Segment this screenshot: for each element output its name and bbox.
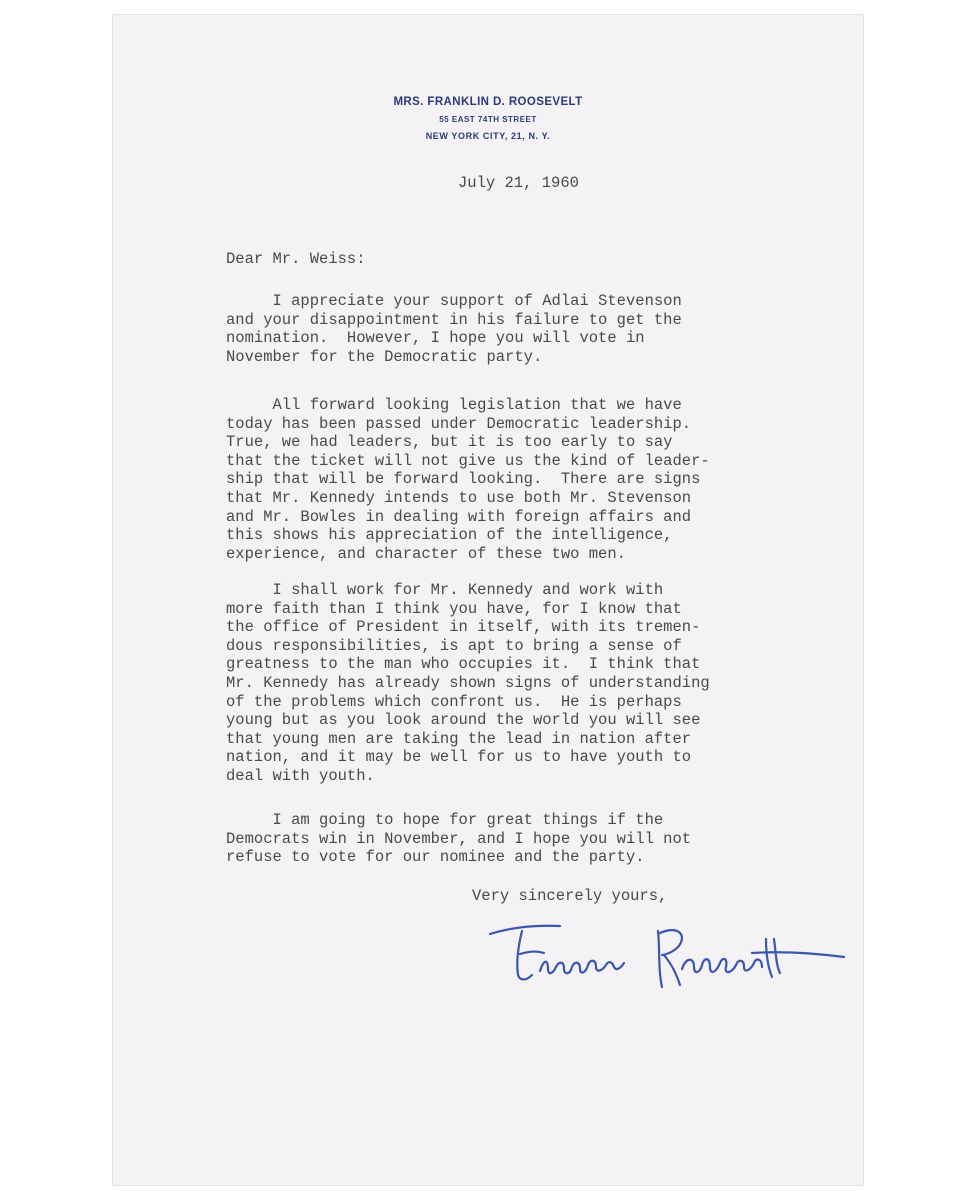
salutation: Dear Mr. Weiss:: [226, 250, 366, 268]
signature: [482, 909, 852, 999]
letterhead-street: 55 EAST 74TH STREET: [439, 115, 537, 124]
letter-date: July 21, 1960: [458, 174, 579, 192]
paragraph-2: All forward looking legislation that we have today has been passed under Democratic leadership. True, we had leaders, but it is too early to say that the ticket will not give us the kind of leader- ship that will be forward looking. There are signs that Mr. Kennedy intends to use both Mr. Stevenson and Mr. Bowles in dealing with foreign affairs and this shows his appreciation of the intelligence, experience, and character of these two men.: [226, 396, 710, 563]
letter-page: [112, 14, 864, 1186]
closing: Very sincerely yours,: [472, 887, 668, 905]
paragraph-1: I appreciate your support of Adlai Stevenson and your disappointment in his failure to get the nomination. However, I hope you will vote in November for the Democratic party.: [226, 292, 682, 366]
paragraph-3: I shall work for Mr. Kennedy and work with more faith than I think you have, for I know that the office of President in itself, with its tremen- dous responsibilities, is apt to bring a sense of greatness to the man who occupies it. I think that Mr. Kennedy has already shown signs of understanding of the problems which confront us. He is perhaps young but as you look around the world you will see that young men are taking the lead in nation after nation, and it may be well for us to have youth to deal with youth.: [226, 581, 710, 785]
letterhead-name: MRS. FRANKLIN D. ROOSEVELT: [393, 96, 583, 108]
letterhead-city: NEW YORK CITY, 21, N. Y.: [425, 131, 551, 141]
paragraph-4: I am going to hope for great things if the Democrats win in November, and I hope you will not refuse to vote for our nominee and the party.: [226, 811, 692, 867]
